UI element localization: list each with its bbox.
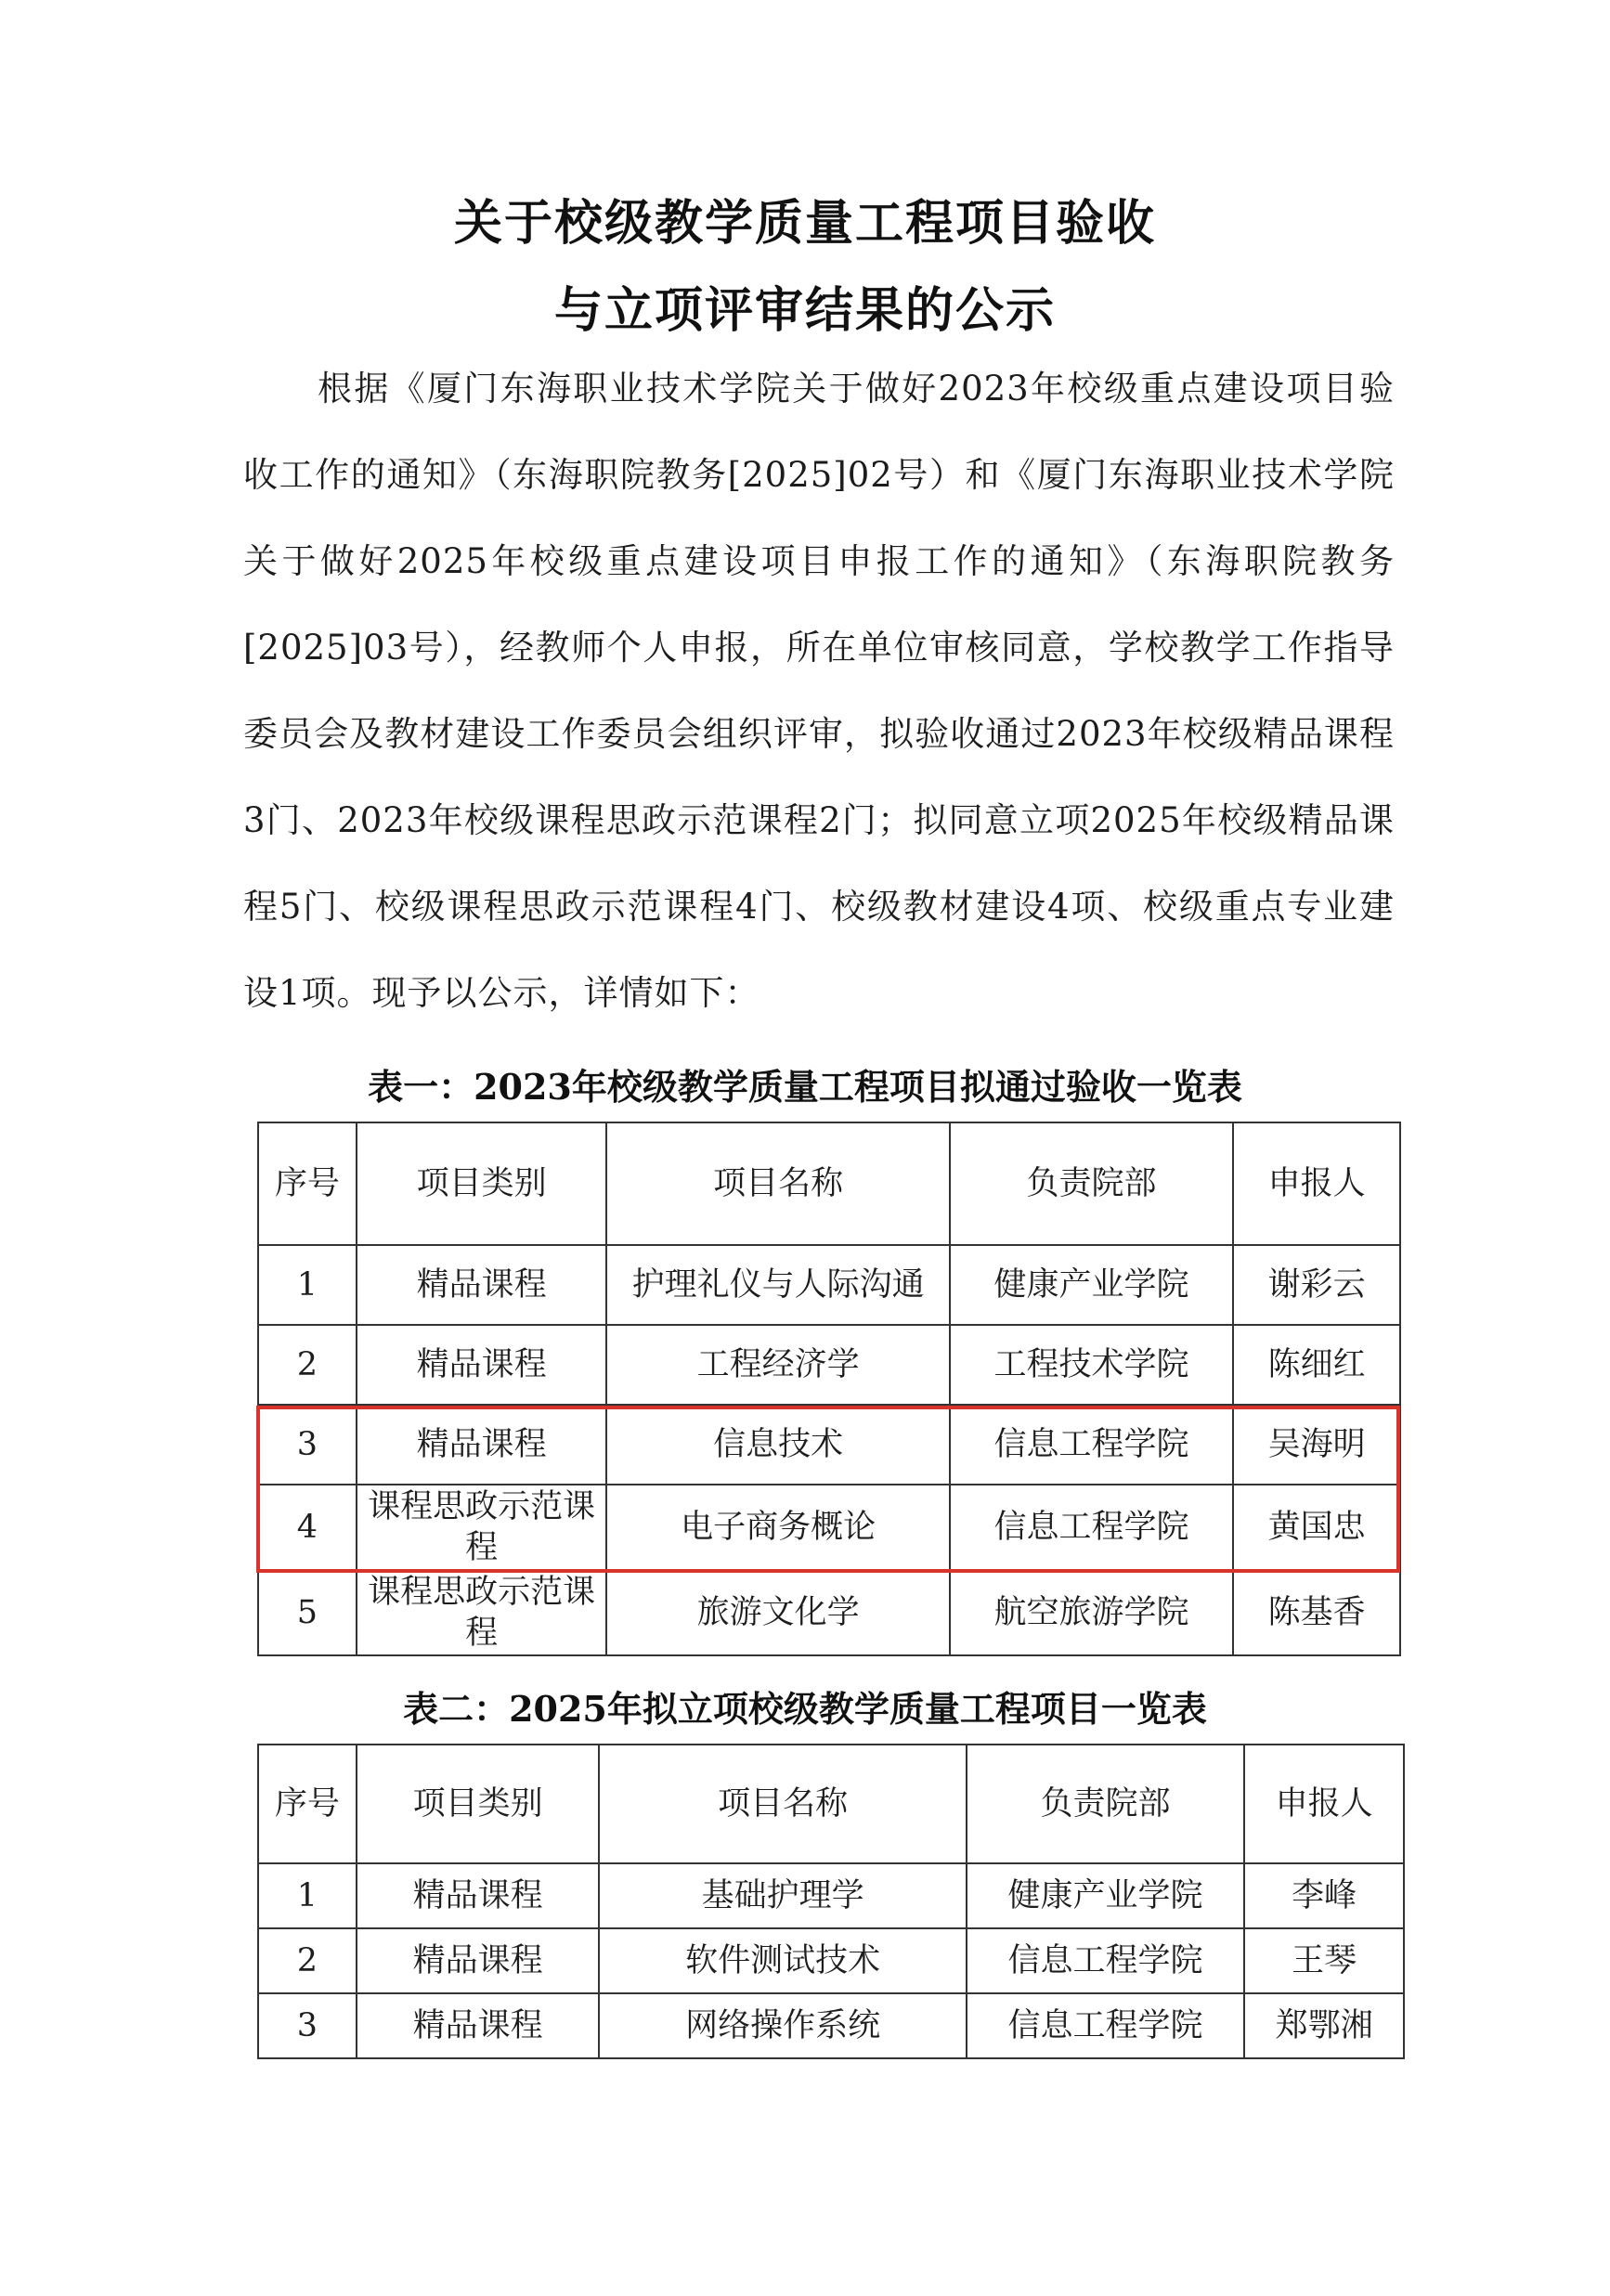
table-cell: 信息工程学院 <box>950 1485 1233 1570</box>
table-cell: 软件测试技术 <box>599 1928 966 1993</box>
table-row <box>258 1570 1400 1655</box>
header-cell: 负责院部 <box>950 1122 1233 1245</box>
table-row <box>258 1485 1400 1570</box>
table-row <box>258 1928 1404 1993</box>
table-cell: 吴海明 <box>1233 1405 1400 1485</box>
table-cell: 航空旅游学院 <box>950 1570 1233 1655</box>
table-cell: 2 <box>258 1325 357 1405</box>
header-cell: 项目类别 <box>357 1745 600 1863</box>
table-cell: 课程思政示范课程 <box>357 1485 607 1570</box>
table-cell: 电子商务概论 <box>606 1485 949 1570</box>
approval-table <box>257 1744 1405 2059</box>
table-cell: 课程思政示范课程 <box>357 1570 607 1655</box>
table1-caption: 表一：2023年校级教学质量工程项目拟通过验收一览表 <box>368 1066 1242 1108</box>
header-cell: 序号 <box>258 1745 357 1863</box>
table-cell: 5 <box>258 1570 357 1655</box>
table2-caption: 表二：2025年拟立项校级教学质量工程项目一览表 <box>403 1688 1207 1730</box>
table-cell: 精品课程 <box>357 1863 600 1928</box>
document-title-line-2: 与立项评审结果的公示 <box>553 283 1056 339</box>
table-cell: 旅游文化学 <box>606 1570 949 1655</box>
table-cell: 3 <box>258 1405 357 1485</box>
table-cell: 谢彩云 <box>1233 1245 1400 1325</box>
table-row <box>258 1863 1404 1928</box>
table-cell: 信息工程学院 <box>967 1993 1244 2058</box>
table-row <box>258 1325 1400 1405</box>
acceptance-table <box>257 1122 1401 1656</box>
table-cell: 郑鄂湘 <box>1244 1993 1404 2058</box>
table-row <box>258 1405 1400 1485</box>
header-cell: 项目名称 <box>606 1122 949 1245</box>
table-cell: 精品课程 <box>357 1993 600 2058</box>
table-cell: 信息工程学院 <box>967 1928 1244 1993</box>
header-cell: 申报人 <box>1233 1122 1400 1245</box>
table-cell: 信息技术 <box>606 1405 949 1485</box>
table-cell: 基础护理学 <box>599 1863 966 1928</box>
table-cell: 陈基香 <box>1233 1570 1400 1655</box>
table-cell: 黄国忠 <box>1233 1485 1400 1570</box>
table-cell: 2 <box>258 1928 357 1993</box>
table-cell: 4 <box>258 1485 357 1570</box>
body-paragraph: 根据《厦门东海职业技术学院关于做好2023年校级重点建设项目验收工作的通知》（东海职院教务[2025]02号）和《厦门东海职业技术学院关于做好2025年校级重点建设项目申报工作的通知》（东海职院教务[2025]03号），经教师个人申报，所在单位审核同意，学校教学工作指导委员会及教材建设工作委员会组织评审，拟验收通过2023年校级精品课程3门、2023年校级课程思政示范课程2门；拟同意立项2025年校级精品课程5门、校级课程思政示范课程4门、校级教材建设4项、校级重点专业建设1项。现予以公示，详情如下： <box>243 369 1395 1013</box>
table-cell: 陈细红 <box>1233 1325 1400 1405</box>
table-cell: 健康产业学院 <box>967 1863 1244 1928</box>
table-cell: 3 <box>258 1993 357 2058</box>
table-row <box>258 1993 1404 2058</box>
table-cell: 精品课程 <box>357 1325 607 1405</box>
table-cell: 健康产业学院 <box>950 1245 1233 1325</box>
table-cell: 精品课程 <box>357 1928 600 1993</box>
table-cell: 信息工程学院 <box>950 1405 1233 1485</box>
table-header-row <box>258 1745 1404 1863</box>
table-cell: 王琴 <box>1244 1928 1404 1993</box>
table-cell: 李峰 <box>1244 1863 1404 1928</box>
header-cell: 负责院部 <box>967 1745 1244 1863</box>
table-cell: 精品课程 <box>357 1405 607 1485</box>
table-header-row <box>258 1122 1400 1245</box>
table-cell: 网络操作系统 <box>599 1993 966 2058</box>
header-cell: 项目类别 <box>357 1122 607 1245</box>
header-cell: 项目名称 <box>599 1745 966 1863</box>
header-cell: 申报人 <box>1244 1745 1404 1863</box>
table-cell: 工程技术学院 <box>950 1325 1233 1405</box>
table-cell: 精品课程 <box>357 1245 607 1325</box>
document-title-line-1: 关于校级教学质量工程项目验收 <box>453 196 1156 252</box>
table-cell: 工程经济学 <box>606 1325 949 1405</box>
header-cell: 序号 <box>258 1122 357 1245</box>
table-cell: 1 <box>258 1245 357 1325</box>
table-cell: 1 <box>258 1863 357 1928</box>
table-cell: 护理礼仪与人际沟通 <box>606 1245 949 1325</box>
table-row <box>258 1245 1400 1325</box>
